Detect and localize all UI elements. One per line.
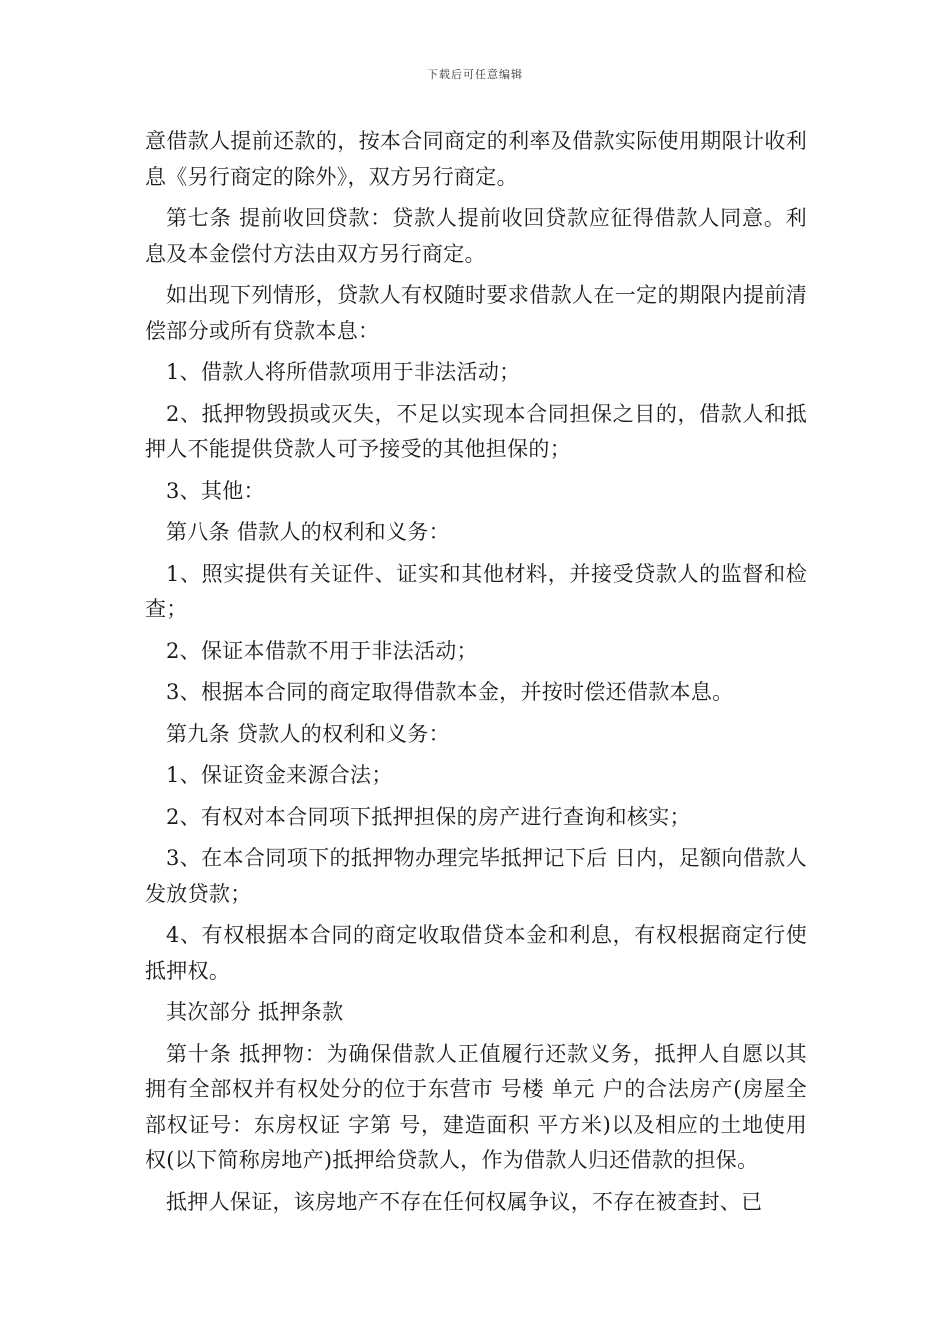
document-body bbox=[145, 124, 807, 1226]
paragraph-10: 3、根据本合同的商定取得借款本金，并按时偿还借款本息。 bbox=[166, 680, 734, 704]
paragraph-3: 如出现下列情形，贷款人有权随时要求借款人在一定的期限内提前清偿部分或所有贷款本息： bbox=[145, 283, 807, 343]
paragraph-4: 1、借款人将所借款项用于非法活动； bbox=[166, 360, 521, 384]
paragraph-17: 第十条 抵押物：为确保借款人正值履行还款义务，抵押人自愿以其拥有全部权并有权处分的位于东营市 号楼 单元 户的合法房产(房屋全部权证号：东房权证 字第 号，建造面积 平方米)以及相应的土地使用权(以下简称房地产)抵押给贷款人，作为借款人归还借款的担保。 bbox=[145, 1041, 807, 1172]
paragraph-7: 第八条 借款人的权利和义务： bbox=[166, 520, 450, 544]
paragraph-13: 2、有权对本合同项下抵押担保的房产进行查询和核实； bbox=[166, 804, 691, 829]
paragraph-8: 1、照实提供有关证件、证实和其他材料，并接受贷款人的监督和检查； bbox=[145, 561, 807, 621]
paragraph-2: 第七条 提前收回贷款：贷款人提前收回贷款应征得借款人同意。利息及本金偿付方法由双方另行商定。 bbox=[145, 206, 807, 266]
paragraph-15: 4、有权根据本合同的商定收取借贷本金和利息，有权根据商定行使抵押权。 bbox=[145, 923, 807, 983]
page-header-note: 下载后可任意编辑 bbox=[427, 68, 523, 81]
paragraph-12: 1、保证资金来源合法； bbox=[166, 763, 393, 787]
paragraph-6: 3、其他： bbox=[166, 478, 265, 503]
paragraph-9: 2、保证本借款不用于非法活动； bbox=[166, 638, 478, 663]
paragraph-14: 3、在本合同项下的抵押物办理完毕抵押记下后 日内，足额向借款人发放贷款； bbox=[145, 846, 807, 906]
paragraph-18: 抵押人保证，该房地产不存在任何权属争议，不存在被查封、已 bbox=[166, 1189, 763, 1214]
paragraph-5: 2、抵押物毁损或灭失，不足以实现本合同担保之目的，借款人和抵押人不能提供贷款人可予接受的其他担保的； bbox=[145, 401, 807, 461]
paragraph-1: 意借款人提前还款的，按本合同商定的利率及借款实际使用期限计收利息《另行商定的除外》，双方另行商定。 bbox=[145, 129, 807, 189]
paragraph-16: 其次部分 抵押条款 bbox=[166, 1000, 344, 1024]
paragraph-11: 第九条 贷款人的权利和义务： bbox=[166, 721, 450, 746]
